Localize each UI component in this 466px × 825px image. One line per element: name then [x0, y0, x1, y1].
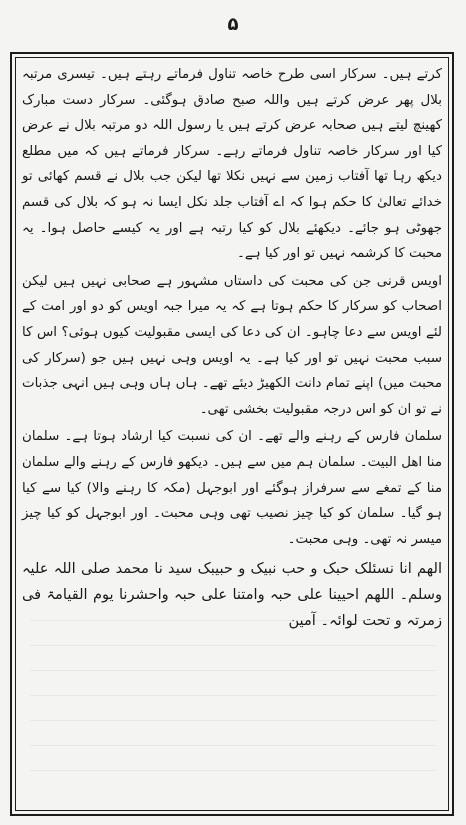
arabic-prayer: الھم انا نسئلک حبک و حب نبیک و حبیبک سید نا محمد صلی اللہ علیہ وسلم۔ اللھم احیینا علی حبہ وامتنا علی حبہ واحشرنا یوم القیامۃ فی زمرتہ و تحت لوائہ۔ آمین	[22, 560, 442, 630]
urdu-text	[22, 62, 442, 552]
page-body	[22, 62, 442, 649]
paragraph-bilal: کرتے ہیں۔ سرکار اسی طرح خاصہ تناول فرماتے رہتے ہیں۔ تیسری مرتبہ بلال پھر عرض کرتے ہیں واللہ صبح صادق ہوگئی۔ سرکار دست مبارک کھینچ لیتے ہیں صحابہ عرض کرتے ہیں یا رسول اللہ دو مرتبہ بلال نے عرض کیا اور سرکار خاصہ تناول فرماتے رہے۔ سرکار فرماتے ہیں کہ میں مطلع دیکھ رہا تھا آفتاب زمین سے نہیں نکلا تھا لیکن جب بلال نے قسم کھائی تو خدائے تعالیٰ کا حکم ہوا کہ اے آفتاب جلد نکل ایسا نہ ہو کہ بلال کی قسم جھوٹی ہو جائے۔ دیکھئے بلال کو کیا رتبہ ہے اور یہ کیسے حاصل ہوا۔ یہ محبت کا کرشمہ نہیں تو اور کیا ہے۔	[22, 67, 442, 262]
paragraph-owais: اویس قرنی جن کی محبت کی داستاں مشہور ہے صحابی نہیں ہیں لیکن اصحاب کو سرکار کا حکم ہوتا ہے کہ یہ میرا جبہ اویس کو دو اور امت کے لئے اویس سے دعا چاہو۔ ان کی دعا کی ایسی مقبولیت کیوں ہوئی؟ اس کا سبب محبت نہیں تو اور کیا ہے۔ یہ اویس وہی نہیں ہیں جو (سرکار کی محبت میں) اپنے تمام دانت الکھیڑ دیئے تھے۔ ہاں ہاں وہی ہیں انہی جذبات نے تو ان کو اس درجہ مقبولیت بخشی تھی۔	[22, 273, 442, 417]
paragraph-salman: سلمان فارس کے رہنے والے تھے۔ ان کی نسبت کیا ارشاد ہوتا ہے۔ سلمان منا اھل البیت۔ سلمان ہم میں سے ہیں۔ دیکھو فارس کے رہنے والے سلمان منا کے تمغے سے سرفراز ہوگئے اور ابوجہل (مکہ کا رہنے والا) کیا سے کیا ہو گیا۔ سلمان کو کیا چیز نصیب تھی وہی محبت۔ اور ابوجہل کو کیا چیز میسر نہ تھی۔ وہی محبت۔	[22, 429, 442, 547]
page-number: ۵	[227, 14, 239, 35]
